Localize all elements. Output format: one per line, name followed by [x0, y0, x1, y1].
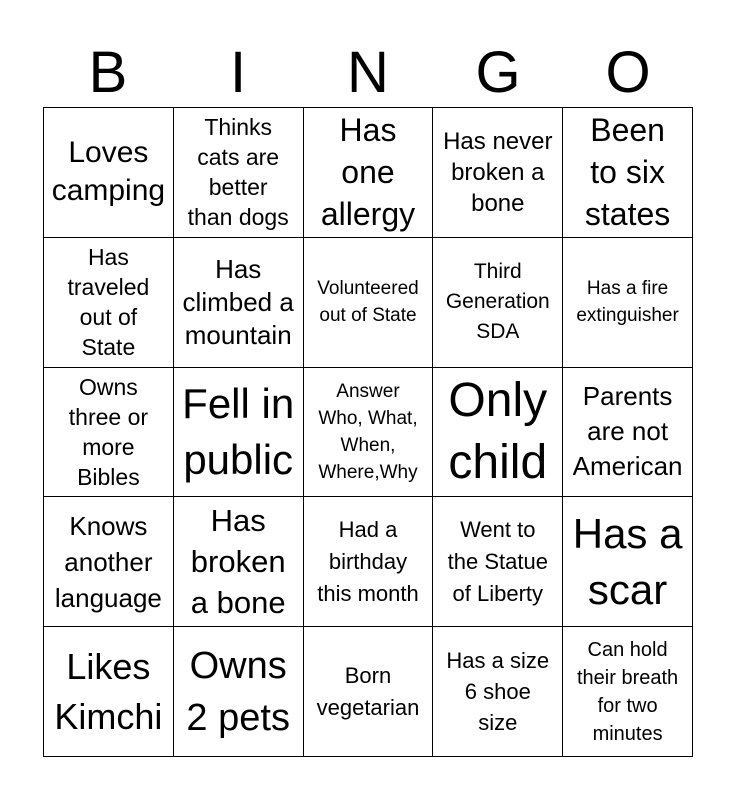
bingo-cell[interactable]: Went to the Statue of Liberty	[433, 497, 563, 627]
bingo-cell[interactable]: Third Generation SDA	[433, 238, 563, 368]
bingo-cell[interactable]: Has traveled out of State	[44, 238, 174, 368]
bingo-cell[interactable]: Has a scar	[563, 497, 693, 627]
bingo-cell[interactable]: Can hold their breath for two minutes	[563, 627, 693, 757]
bingo-cell[interactable]: Been to six states	[563, 108, 693, 238]
header-letter-g: G	[475, 40, 521, 105]
bingo-cell[interactable]: Thinks cats are better than dogs	[174, 108, 304, 238]
bingo-board	[43, 107, 693, 757]
bingo-cell[interactable]: Owns three or more Bibles	[44, 368, 174, 498]
bingo-cell[interactable]: Loves camping	[44, 108, 174, 238]
bingo-cell[interactable]: Has one allergy	[304, 108, 434, 238]
bingo-cell[interactable]: Parents are not American	[563, 368, 693, 498]
bingo-cell[interactable]: Has broken a bone	[174, 497, 304, 627]
bingo-cell[interactable]: Only child	[433, 368, 563, 498]
header-letter-n: N	[347, 40, 389, 105]
bingo-cell[interactable]: Has a size 6 shoe size	[433, 627, 563, 757]
bingo-cell[interactable]: Owns 2 pets	[174, 627, 304, 757]
header-letter-o: O	[605, 40, 651, 105]
bingo-cell[interactable]: Fell in public	[174, 368, 304, 498]
bingo-cell[interactable]: Born vegetarian	[304, 627, 434, 757]
bingo-cell[interactable]: Likes Kimchi	[44, 627, 174, 757]
bingo-cell[interactable]: Volunteered out of State	[304, 238, 434, 368]
bingo-cell[interactable]: Has a fire extinguisher	[563, 238, 693, 368]
bingo-header	[43, 40, 693, 106]
bingo-cell[interactable]: Has climbed a mountain	[174, 238, 304, 368]
bingo-cell[interactable]: Has never broken a bone	[433, 108, 563, 238]
bingo-cell[interactable]: Had a birthday this month	[304, 497, 434, 627]
bingo-cell[interactable]: Answer Who, What, When, Where,Why	[304, 368, 434, 498]
bingo-cell[interactable]: Knows another language	[44, 497, 174, 627]
header-letter-i: I	[229, 40, 247, 105]
header-letter-b: B	[88, 40, 128, 105]
